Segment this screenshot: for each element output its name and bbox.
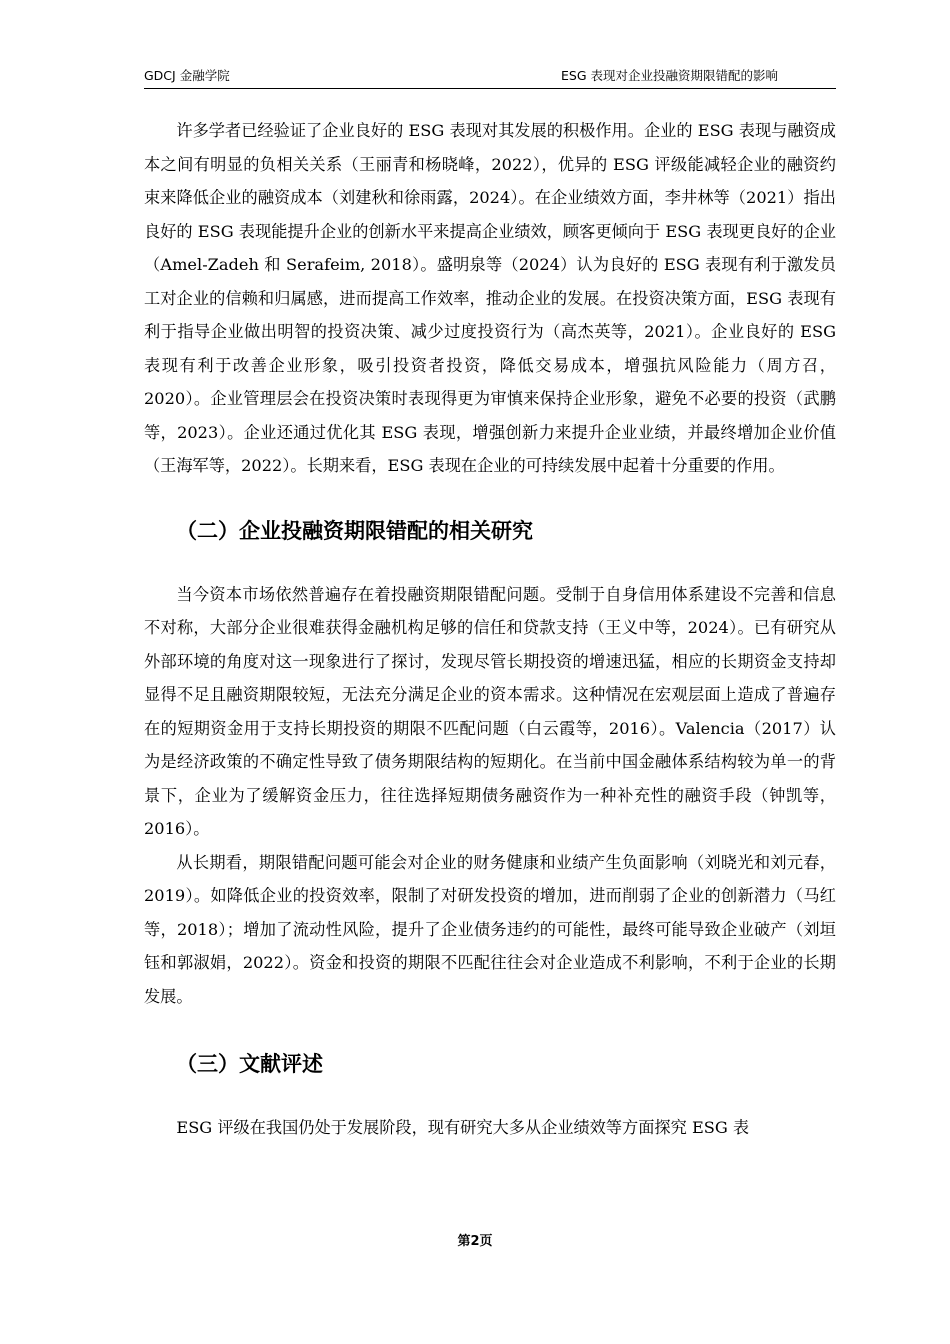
- paragraph-mismatch-effects: 从长期看，期限错配问题可能会对企业的财务健康和业绩产生负面影响（刘晓光和刘元春，2019）。如降低企业的投资效率，限制了对研发投资的增加，进而削弱了企业的创新潜力（马红等，2018）；增加了流动性风险，提升了企业债务违约的可能性，最终可能导致企业破产（刘垣钰和郭淑娟，2022）。资金和投资的期限不匹配往往会对企业造成不利影响，不利于企业的长期发展。: [144, 852, 836, 1006]
- paragraph-esg-performance: 许多学者已经验证了企业良好的 ESG 表现对其发展的积极作用。企业的 ESG 表现与融资成本之间有明显的负相关关系（王丽青和杨晓峰，2022），优异的 ESG 评级能减轻企业的融资约束来降低企业的融资成本（刘建秋和徐雨露，2024）。在企业绩效方面，李井林等（2021）指出良好的 ESG 表现能提升企业的创新水平来提高企业绩效，顾客更倾向于 ESG 表现更良好的企业（Amel-Zadeh 和 Serafeim, 2018）。盛明泉等（2024）认为良好的 ESG 表现有利于激发员工对企业的信赖和归属感，进而提高工作效率，推动企业的发展。在投资决策方面，ESG 表现有利于指导企业做出明智的投资决策、减少过度投资行为（高杰英等，2021）。企业良好的 ESG 表现有利于改善企业形象，吸引投资者投资，降低交易成本，增强抗风险能力（周方召，2020）。企业管理层会在投资决策时表现得更为审慎来保持企业形象，避免不必要的投资（武鹏等，2023）。企业还通过优化其 ESG 表现，增强创新力来提升企业业绩，并最终增加企业价值（王海军等，2022）。长期来看，ESG 表现在企业的可持续发展中起着十分重要的作用。: [144, 121, 836, 475]
- page-number: 第2页: [457, 1234, 493, 1249]
- paragraph-mismatch-causes: 当今资本市场依然普遍存在着投融资期限错配问题。受制于自身信用体系建设不完善和信息不对称，大部分企业很难获得金融机构足够的信任和贷款支持（王义中等，2024）。已有研究从外部环境的角度对这一现象进行了探讨，发现尽管长期投资的增速迅猛，相应的长期资金支持却显得不足且融资期限较短，无法充分满足企业的资本需求。这种情况在宏观层面上造成了普遍存在的短期资金用于支持长期投资的期限不匹配问题（白云霞等，2016）。Valencia（2017）认为是经济政策的不确定性导致了债务期限结构的短期化。在当前中国金融体系结构较为单一的背景下，企业为了缓解资金压力，往往选择短期债务融资作为一种补充性的融资手段（钟凯等，2016）。: [144, 584, 836, 838]
- section-heading-maturity-mismatch: （二）企业投融资期限错配的相关研究: [176, 518, 533, 543]
- section-heading-literature-review: （三）文献评述: [176, 1052, 323, 1076]
- page-header: [144, 66, 836, 89]
- paragraph-literature-review: ESG 评级在我国仍处于发展阶段，现有研究大多从企业绩效等方面探究 ESG 表: [176, 1118, 750, 1137]
- header-document-title: ESG 表现对企业投融资期限错配的影响: [561, 68, 778, 83]
- header-left-label: GDCJ 金融学院: [144, 68, 230, 83]
- page-body: [144, 114, 836, 1145]
